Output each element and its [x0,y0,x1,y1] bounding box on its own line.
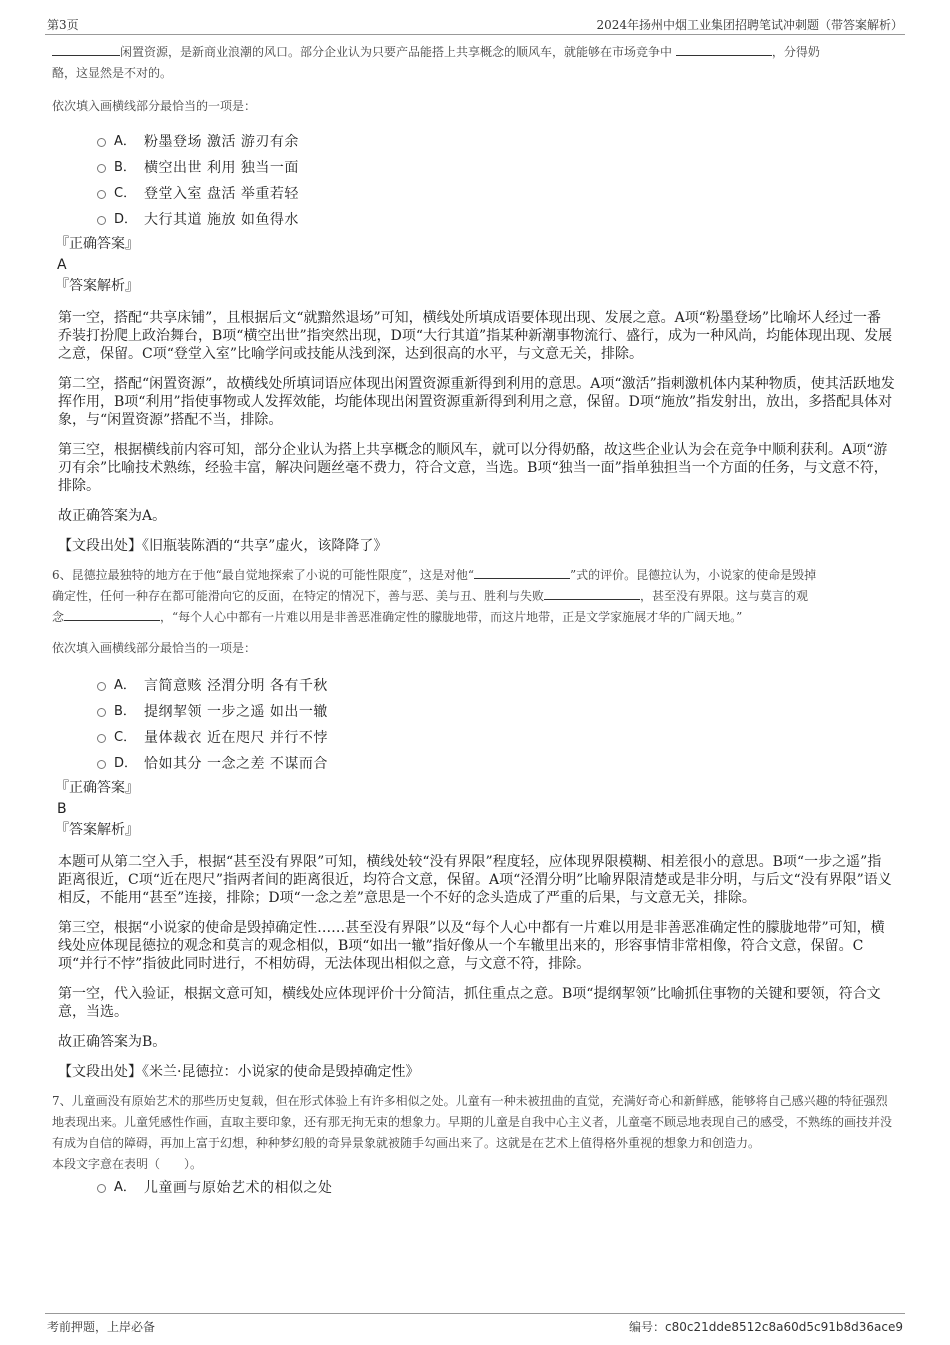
option-letter: A． [114,1180,136,1195]
radio-icon[interactable] [97,760,106,769]
page-footer [45,1313,905,1338]
option-a[interactable] [97,129,895,155]
option-text: 儿童画与原始艺术的相似之处 [144,1180,333,1196]
radio-icon[interactable] [97,708,106,717]
option-d[interactable] [97,207,895,233]
analysis-paragraph: 第二空，搭配“闲置资源”，故横线处所填词语应体现出闲置资源重新得到利用的意思。A项“激活”指刺激机体内某种物质，使其活跃地发挥作用，B项“利用”指使事物或人发挥效能，均能体现出闲置资源重新得到利用之意，保留。D项“施放”指发射出，放出，多搭配具体对象，与“闲置资源”搭配不当，排除。 [58,376,895,428]
q5-stem-text-2: ，分得奶 [771,45,820,59]
analysis-conclusion: 故正确答案为A。 [58,508,167,524]
page-header [45,14,905,35]
radio-icon[interactable] [97,1184,106,1193]
analysis-conclusion: 故正确答案为B。 [58,1034,167,1050]
code-label: 编号： [629,1320,666,1334]
analysis-paragraph: 第三空，根据“小说家的使命是毁掉确定性……甚至没有界限”以及“每个人心中都有一片难以用是非善恶准确定性的朦胧地带”可知，横线处应体现昆德拉的观念和莫言的观念相似，B项“如出一辙”指好像从一个车辙里出来的，形容事情非常相像，符合文意，保留。C项“并行不悖”指彼此同时进行，不相妨碍，无法体现出相似之意，与文意不符，排除。 [58,920,885,972]
option-text: 提纲挈领 一步之遥 如出一辙 [144,704,328,720]
q5-stem-text-3: 酪，这显然是不对的。 [52,66,173,80]
option-c[interactable] [97,181,895,207]
option-text: 粉墨登场 激活 游刃有余 [144,134,299,150]
option-text: 量体裁衣 近在咫尺 并行不悖 [144,730,328,746]
radio-icon[interactable] [97,216,106,225]
blank-2 [544,587,640,600]
q5-stem [52,42,895,84]
q6-options [55,673,895,777]
code-value: c80c21dde8512c8a60d5c91b8d36ace9 [665,1320,903,1334]
q5-prompt: 依次填入画横线部分最恰当的一项是： [52,99,257,113]
document-body [52,42,895,1201]
option-letter: B． [114,704,136,719]
q6-prompt: 依次填入画横线部分最恰当的一项是： [52,641,257,655]
radio-icon[interactable] [97,682,106,691]
q6-stem-text: 念 [52,610,65,624]
answer-value: B [57,801,67,817]
option-b[interactable] [97,699,895,725]
source-citation: 【文段出处】《米兰·昆德拉：小说家的使命是毁掉确定性》 [58,1064,420,1080]
q6-stem-text: ，甚至没有界限。这与莫言的观 [640,589,809,603]
radio-icon[interactable] [97,164,106,173]
option-letter: C． [114,730,137,745]
radio-icon[interactable] [97,734,106,743]
document-code [629,1318,903,1335]
blank-1 [52,43,120,56]
analysis-label: 『答案解析』 [55,822,139,838]
option-text: 横空出世 利用 独当一面 [144,160,299,176]
option-d[interactable] [97,751,895,777]
radio-icon[interactable] [97,138,106,147]
q7-stem: 7、儿童画没有原始艺术的那些历史复载，但在形式体验上有许多相似之处。儿童有一种未被扭曲的直觉，充满好奇心和新鲜感，能够将自己感兴趣的特征强烈地表现出来。儿童凭感性作画，直取主要印象，还有那无拘无束的想象力。早期的儿童是自我中心主义者，儿童毫不顾忌地表现自己的感受，不熟练的画技并没有成为自信的障碍，再加上富于幻想，种种梦幻般的奇异景象就被随手勾画出来了。这就是在艺术上值得格外重视的想象力和创造力。 [52,1094,893,1150]
q6-stem-text: 6、昆德拉最独特的地方在于他“最自觉地探索了小说的可能性限度”，这是对他“ [52,568,475,582]
page-number: 第3页 [47,18,79,32]
blank-3 [64,608,160,621]
option-c[interactable] [97,725,895,751]
option-letter: A． [114,134,136,149]
q6-stem-text: ，“每个人心中都有一片难以用是非善恶准确定性的朦胧地带，而这片地带，正是文学家施展才华的广阔天地。” [160,610,743,624]
option-a[interactable] [97,1175,895,1201]
answer-label: 『正确答案』 [55,780,139,796]
blank-2 [676,43,772,56]
analysis-paragraph: 第一空，代入验证，根据文意可知，横线处应体现评价十分简洁，抓住重点之意。B项“提纲挈领”比喻抓住事物的关键和要领，符合文意，当选。 [58,986,881,1020]
option-a[interactable] [97,673,895,699]
q5-stem-text: 闲置资源，是新商业浪潮的风口。部分企业认为只要产品能搭上共享概念的顺风车，就能够在市场竞争中 [120,45,673,59]
q7-options [55,1175,895,1201]
answer-value: A [57,257,67,273]
analysis-paragraph: 第三空，根据横线前内容可知，部分企业认为搭上共享概念的顺风车，就可以分得奶酪，故这些企业认为会在竞争中顺利获利。A项“游刃有余”比喻技术熟练，经验丰富，解决问题丝毫不费力，符合文意，当选。B项“独当一面”指单独担当一个方面的任务，与文意不符，排除。 [58,442,888,494]
document-title: 2024年扬州中烟工业集团招聘笔试冲刺题（带答案解析） [596,18,903,32]
answer-label: 『正确答案』 [55,236,139,252]
analysis-paragraph: 本题可从第二空入手，根据“甚至没有界限”可知，横线处较“没有界限”程度轻，应体现界限模糊、相差很小的意思。B项“一步之遥”指距离很近，C项“近在咫尺”指两者间的距离很近，均符合文意，保留。A项“泾渭分明”比喻界限清楚或是非分明，与后文“没有界限”语义相反，不能用“甚至”连接，排除；D项“一念之差”意思是一个不好的念头造成了严重的后果，与文意无关，排除。 [58,854,892,906]
source-citation: 【文段出处】《旧瓶装陈酒的“共享”虚火，该降降了》 [58,538,388,554]
analysis-label: 『答案解析』 [55,278,139,294]
option-text: 恰如其分 一念之差 不谋而合 [144,756,328,772]
footer-slogan: 考前押题，上岸必备 [47,1320,156,1334]
q6-stem-text: 确定性，任何一种存在都可能滑向它的反面，在特定的情况下，善与恶、美与丑、胜利与失败 [52,589,545,603]
radio-icon[interactable] [97,190,106,199]
analysis-paragraph: 第一空，搭配“共享床铺”，且根据后文“就黯然退场”可知，横线处所填成语要体现出现、发展之意。A项“粉墨登场”比喻坏人经过一番乔装打扮爬上政治舞台，B项“横空出世”指突然出现，D项“大行其道”指某种新潮事物流行、盛行，成为一种风尚，均能体现出现、发展之意，保留。C项“登堂入室”比喻学问或技能从浅到深，达到很高的水平，与文意无关，排除。 [58,310,893,362]
option-letter: D． [114,756,138,771]
option-text: 言简意赅 泾渭分明 各有千秋 [144,678,328,694]
option-letter: D． [114,212,138,227]
option-b[interactable] [97,155,895,181]
q5-options [55,129,895,233]
option-text: 登堂入室 盘活 举重若轻 [144,186,299,202]
option-letter: A． [114,678,136,693]
q6-stem-text: ”式的评价。昆德拉认为，小说家的使命是毁掉 [570,568,817,582]
q7-prompt: 本段文字意在表明（ ）。 [52,1157,203,1171]
option-text: 大行其道 施放 如鱼得水 [144,212,299,228]
option-letter: C． [114,186,137,201]
q6-stem [52,565,895,628]
blank-1 [474,566,570,579]
option-letter: B． [114,160,136,175]
